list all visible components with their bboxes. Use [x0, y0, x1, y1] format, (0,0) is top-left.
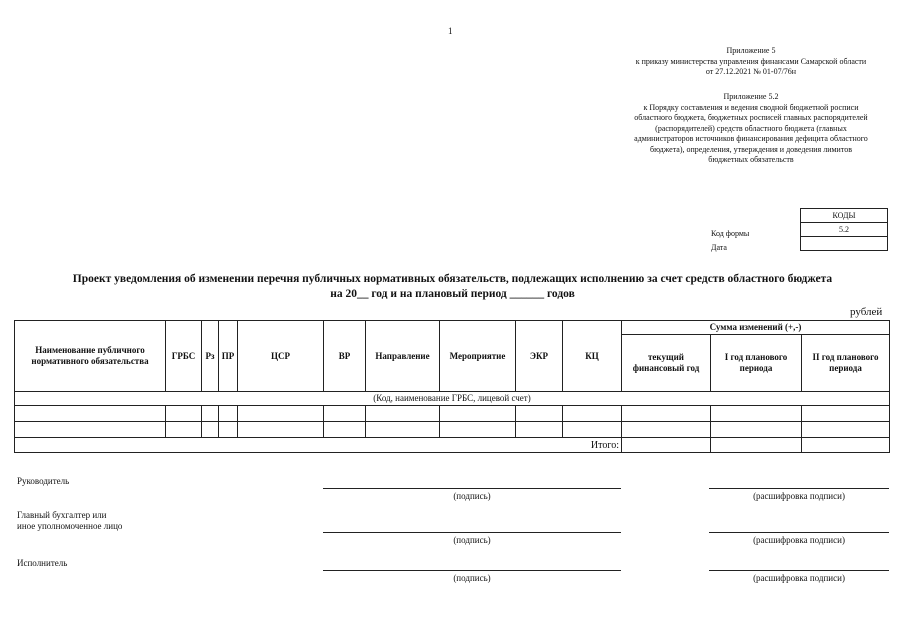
appendix-5-note — [616, 46, 886, 78]
executor-decode-line — [709, 570, 889, 571]
col-header-plan-year-1: I год планового периода — [711, 335, 802, 392]
col-header-vr: ВР — [324, 321, 366, 392]
executor-decode-caption: (расшифровка подписи) — [753, 573, 845, 583]
appendix-5-2-note — [616, 92, 886, 166]
accountant-label-line-2: иное уполномоченное лицо — [17, 521, 123, 531]
appendix-5-line: к приказу министерства управления финансами Самарской области — [635, 56, 867, 66]
form-code-label: Код формы — [711, 229, 750, 238]
head-sign-caption: (подпись) — [453, 491, 491, 501]
title-line-1: Проект уведомления об изменении перечня публичных нормативных обязательств, подлежащих исполнению за счет средств областного бюджета — [72, 273, 833, 285]
appendix-5-2-line: администраторов источников финансирования дефицита областного — [634, 134, 868, 143]
total-label: Итого: — [15, 438, 622, 453]
appendix-5-2-line: бюджетных обязательств — [708, 155, 794, 164]
head-label: Руководитель — [17, 476, 70, 486]
total-plan-year-2 — [802, 438, 890, 453]
sum-header: Сумма изменений (+,-) — [622, 321, 890, 335]
accountant-label-line-1: Главный бухгалтер или — [17, 510, 107, 520]
form-code-value: 5.2 — [801, 223, 888, 237]
units-label: рублей — [850, 306, 883, 318]
table-row — [15, 406, 890, 422]
head-decode-line — [709, 488, 889, 489]
title-line-2: на 20__ год и на плановый период ______ годов — [330, 288, 575, 300]
grbs-code-row: (Код, наименование ГРБС, лицевой счет) — [15, 392, 890, 406]
executor-sign-caption: (подпись) — [453, 573, 491, 583]
total-plan-year-1 — [711, 438, 802, 453]
appendix-5-line: Приложение 5 — [726, 46, 776, 55]
col-header-rz: Рз — [202, 321, 219, 392]
head-decode-caption: (расшифровка подписи) — [753, 491, 845, 501]
accountant-label — [17, 510, 122, 532]
accountant-decode-caption: (расшифровка подписи) — [753, 535, 845, 545]
col-header-kc: КЦ — [563, 321, 622, 392]
col-header-grbs: ГРБС — [166, 321, 202, 392]
accountant-signature-line — [323, 532, 621, 533]
page-number: 1 — [448, 26, 453, 36]
accountant-decode-line — [709, 532, 889, 533]
date-value — [801, 237, 888, 251]
accountant-sign-caption: (подпись) — [453, 535, 491, 545]
appendix-5-2-line: (распорядителей) средств областного бюджета (главных — [655, 123, 847, 133]
appendix-5-2-line: Приложение 5.2 — [723, 92, 779, 101]
col-header-direction: Направление — [366, 321, 440, 392]
date-label: Дата — [711, 243, 727, 252]
col-header-csr: ЦСР — [238, 321, 324, 392]
codes-table — [800, 208, 888, 251]
col-header-ekr: ЭКР — [516, 321, 563, 392]
col-header-current-year: текущий финансовый год — [622, 335, 711, 392]
changes-table — [14, 320, 890, 453]
appendix-5-2-line: к Порядку составления и ведения сводной бюджетной росписи — [643, 102, 859, 112]
appendix-5-line: от 27.12.2021 № 01-07/76н — [705, 67, 797, 76]
appendix-5-2-line: бюджета), определения, утверждения и доведения лимитов — [650, 144, 852, 154]
codes-header: КОДЫ — [801, 209, 888, 223]
appendix-5-2-line: областного бюджета, бюджетных росписей главных распорядителей — [634, 113, 868, 122]
table-row — [15, 422, 890, 438]
document-title — [20, 272, 885, 302]
executor-label: Исполнитель — [17, 558, 68, 568]
col-header-plan-year-2: II год планового периода — [802, 335, 890, 392]
head-signature-line — [323, 488, 621, 489]
total-current-year — [622, 438, 711, 453]
col-header-pr: ПР — [219, 321, 238, 392]
col-header-name: Наименование публичного нормативного обязательства — [15, 321, 166, 392]
executor-signature-line — [323, 570, 621, 571]
col-header-event: Мероприятие — [440, 321, 516, 392]
